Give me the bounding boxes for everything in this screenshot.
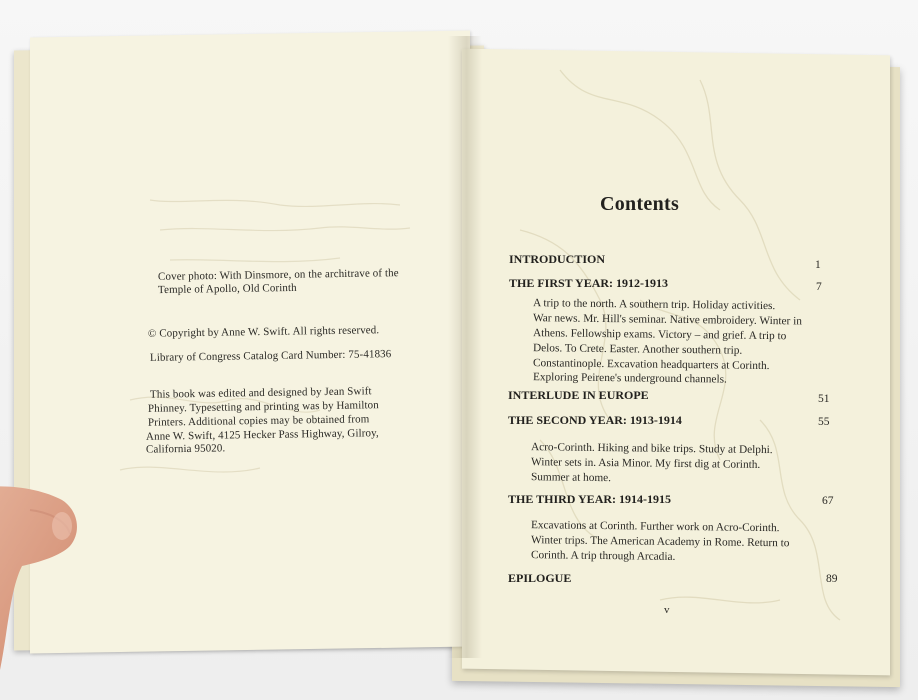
toc-page-first-year: 7 — [816, 281, 822, 293]
colophon-line-5: California 95020. — [145, 442, 226, 456]
copyright-line: © Copyright by Anne W. Swift. All rights reserved. — [147, 324, 380, 340]
toc-page-third-year: 67 — [822, 495, 834, 507]
toc-entry-third-year: THE THIRD YEAR: 1914-1915 — [508, 492, 672, 506]
toc-desc-first-year-2: War news. Mr. Hill's seminar. Native embroidery. Winter in — [532, 312, 802, 328]
toc-entry-interlude: INTERLUDE IN EUROPE — [508, 388, 649, 402]
hand-thumb — [0, 480, 88, 670]
toc-page-epilogue: 89 — [826, 573, 838, 585]
colophon-line-1: This book was edited and designed by Jean Swift — [149, 385, 372, 401]
toc-page-introduction: 1 — [815, 259, 821, 271]
contents-title: Contents — [600, 193, 680, 215]
book-gutter — [448, 36, 482, 658]
toc-desc-first-year-4: Delos. To Crete. Easter. Another southern trip. — [532, 342, 743, 357]
toc-desc-third-year-3: Corinth. A trip through Arcadia. — [530, 549, 676, 563]
toc-desc-first-year-5: Constantinople. Excavation headquarters at Corinth. — [532, 357, 770, 373]
colophon-line-2: Phinney. Typesetting and printing was by Hamilton — [147, 399, 379, 415]
catalog-line: Library of Congress Catalog Card Number: 75-41836 — [149, 348, 392, 364]
toc-entry-introduction: INTRODUCTION — [509, 252, 606, 266]
toc-entry-first-year: THE FIRST YEAR: 1912-1913 — [509, 276, 669, 290]
toc-entry-epilogue: EPILOGUE — [508, 571, 572, 585]
cover-caption-line-1: Cover photo: With Dinsmore, on the architrave of the — [157, 267, 399, 283]
toc-desc-second-year-1: Acro-Corinth. Hiking and bike trips. Study at Delphi. — [530, 441, 773, 457]
page-folio: v — [664, 604, 670, 616]
toc-entry-second-year: THE SECOND YEAR: 1913-1914 — [508, 413, 682, 427]
colophon-line-4: Anne W. Swift, 4125 Hecker Pass Highway, Gilroy, — [145, 427, 379, 443]
colophon-line-3: Printers. Additional copies may be obtained from — [147, 413, 370, 429]
toc-desc-first-year-3: Athens. Fellowship exams. Victory – and grief. A trip to — [532, 327, 787, 343]
toc-desc-second-year-2: Winter sets in. Asia Minor. My first dig at Corinth. — [530, 456, 761, 471]
toc-page-interlude: 51 — [818, 393, 830, 405]
toc-desc-third-year-1: Excavations at Corinth. Further work on Acro-Corinth. — [530, 519, 780, 535]
toc-page-second-year: 55 — [818, 416, 830, 428]
toc-desc-third-year-2: Winter trips. The American Academy in Rome. Return to — [530, 534, 790, 550]
left-page — [30, 31, 470, 654]
cover-caption-line-2: Temple of Apollo, Old Corinth — [157, 281, 297, 297]
toc-desc-first-year-1: A trip to the north. A southern trip. Holiday activities. — [532, 297, 776, 313]
toc-desc-first-year-6: Exploring Peirene's underground channels. — [532, 371, 727, 386]
toc-desc-second-year-3: Summer at home. — [530, 471, 612, 485]
